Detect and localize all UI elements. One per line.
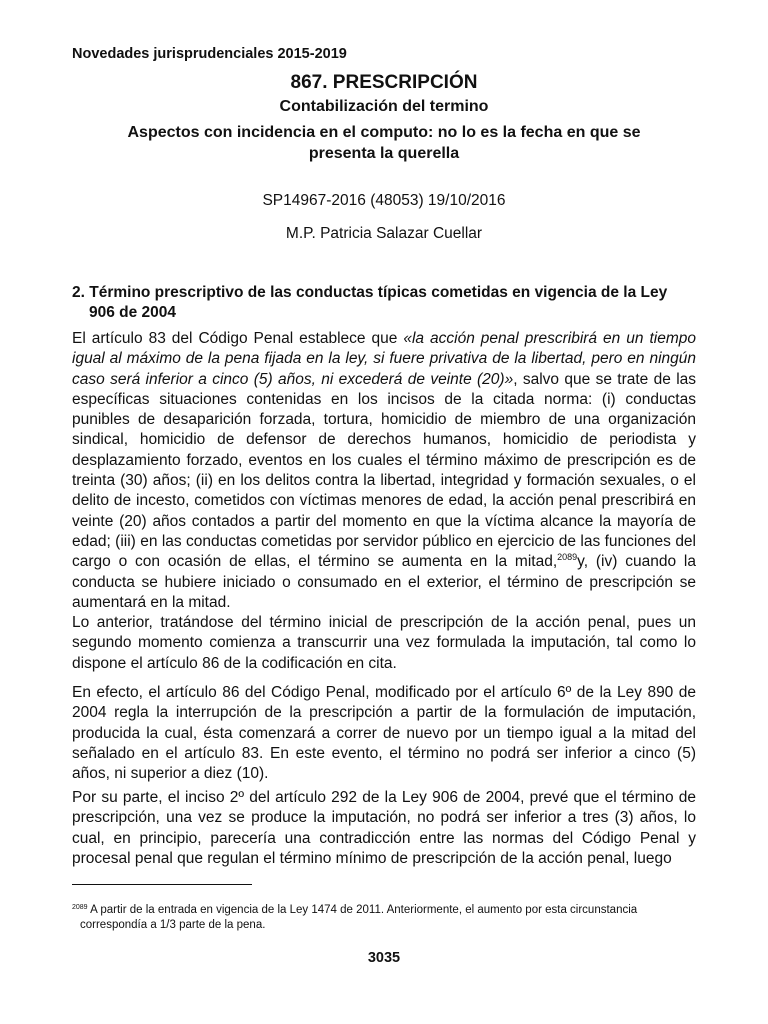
footnote-reference[interactable]: 2089 <box>557 552 578 563</box>
paragraph-text: El artículo 83 del Código Penal establece que <box>72 330 404 347</box>
magistrate-name: M.P. Patricia Salazar Cuellar <box>285 225 483 242</box>
body-paragraph-2: Lo anterior, tratándose del término inicial de prescripción de la acción penal, pues un segundo momento comienza a transcurrir una vez formulada la imputación, tal como lo dispone el artículo 86 de la codificación en cita. <box>72 614 696 672</box>
entry-subtitle: Contabilización del termino <box>279 98 489 115</box>
entry-title: 867. PRESCRIPCIÓN <box>290 72 478 93</box>
section-heading: 2. Término prescriptivo de las conductas típicas cometidas en vigencia de la Ley 906 de 2004 <box>72 284 668 321</box>
footnote-number: 2089 <box>72 904 88 911</box>
entry-subtopic: Aspectos con incidencia en el computo: no lo es la fecha en que se presenta la querella <box>127 124 641 162</box>
footnote-divider <box>72 884 252 885</box>
body-paragraph-4: Por su parte, el inciso 2º del artículo 292 de la Ley 906 de 2004, prevé que el término de prescripción, una vez se produce la imputación, no podrá ser inferior a tres (3) años, lo cual, en principio, parecería una contradicción entre las normas del Código Penal y procesal penal que regulan el término mínimo de prescripción de la acción penal, luego <box>72 789 696 867</box>
body-paragraph-3: En efecto, el artículo 86 del Código Penal, modificado por el artículo 6º de la Ley 890 de 2004 regla la interrupción de la prescripción a partir de la formulación de imputación, producida la cual, ésta comenzará a correr de nuevo por un tiempo igual a la mitad del señalado en el artículo 83. En este evento, el término no podrá ser inferior a cinco (5) años, ni superior a diez (10). <box>72 684 696 783</box>
footnote <box>72 903 696 933</box>
running-header: Novedades jurisprudenciales 2015-2019 <box>72 46 347 62</box>
paragraph-text: y, (iv) cuando la conducta se hubiere iniciado o consumado en el exterior, el término de prescripción se aumentará en la mitad. <box>72 553 696 611</box>
footnote-text: A partir de la entrada en vigencia de la Ley 1474 de 2011. Anteriormente, el aumento por esta circunstancia correspondía a 1/3 parte de la pena. <box>80 904 638 931</box>
body-paragraph-1 <box>72 329 696 613</box>
page-number: 3035 <box>367 950 401 966</box>
ruling-reference: SP14967-2016 (48053) 19/10/2016 <box>262 192 506 209</box>
paragraph-text: , salvo que se trate de las específicas situaciones contenidas en los incisos de la citada norma: (i) conductas punibles de desaparición forzada, tortura, homicidio de miembro de una organización sindical, homicidio de defensor de derechos humanos, homicidio de periodista y desplazamiento forzado, eventos en los cuales el término máximo de prescripción es de treinta (30) años; (ii) en los delitos contra la libertad, integridad y formación sexuales, o el delito de incesto, cometidos con víctimas menores de edad, la acción penal prescribirá en veinte (20) años contados a partir del momento en que la víctima alcance la mayoría de edad; (iii) en las conductas cometidas por servidor público en ejercicio de las funciones del cargo o con ocasión de ellas, el término se aumenta en la mitad, <box>72 370 697 571</box>
legal-quote: «la acción penal prescribirá en un tiempo igual al máximo de la pena fijada en la ley, si fuere privativa de la libertad, pero en ningún caso será inferior a cinco (5) años, ni excederá de veinte (20)» <box>72 330 696 388</box>
